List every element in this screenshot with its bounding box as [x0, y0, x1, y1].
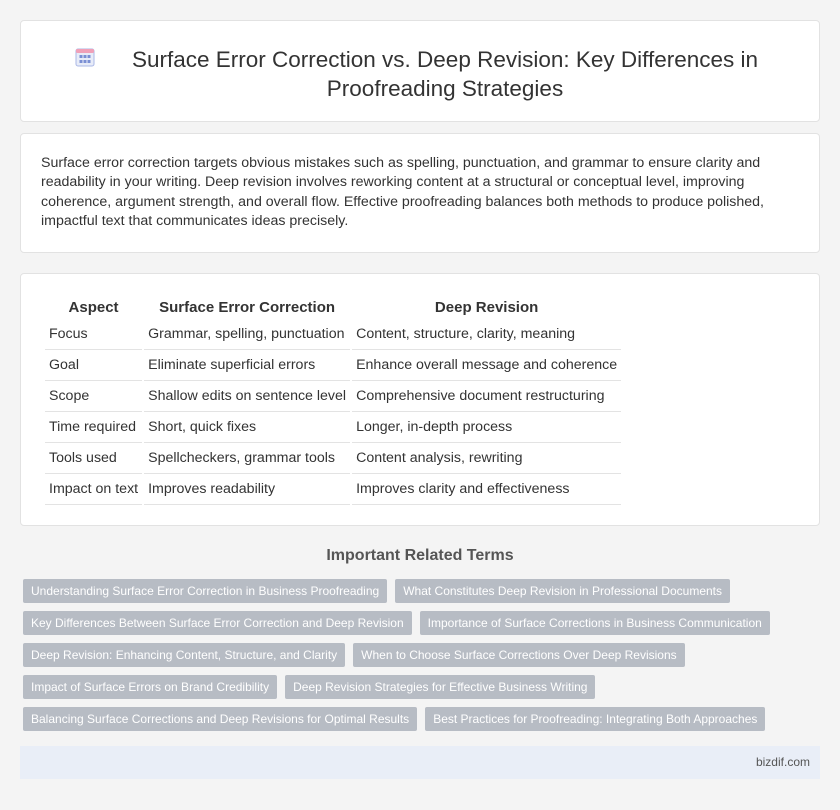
related-term-link[interactable]: Importance of Surface Corrections in Business Communication [420, 611, 770, 635]
related-term-link[interactable]: Deep Revision Strategies for Effective Business Writing [285, 675, 595, 699]
footer-brand-link[interactable]: bizdif.com [755, 755, 810, 769]
intro-paragraph: Surface error correction targets obvious mistakes such as spelling, punctuation, and grammar to ensure clarity and readability in your writing. Deep revision involves reworking content at a structural or conceptual level, improving coherence, argument strength, and overall flow. Effective proofreading balances both methods to produce polished, impactful text that communicates ideas precisely. [41, 155, 764, 229]
related-term-link[interactable]: Key Differences Between Surface Error Correction and Deep Revision [23, 611, 412, 635]
footer-bar [20, 746, 820, 779]
column-header-deep: Deep Revision [434, 298, 539, 316]
related-terms-heading: Important Related Terms [326, 547, 514, 564]
related-term-link[interactable]: When to Choose Surface Corrections Over Deep Revisions [353, 643, 684, 667]
table-cell: Eliminate superficial errors [144, 350, 350, 381]
table-row [45, 474, 621, 505]
table-cell: Focus [45, 319, 142, 350]
table-cell: Time required [45, 412, 142, 443]
table-cell: Content, structure, clarity, meaning [352, 319, 621, 350]
comparison-card [20, 273, 820, 526]
table-cell: Shallow edits on sentence level [144, 381, 350, 412]
related-terms-list [23, 579, 813, 731]
table-row [45, 350, 621, 381]
comparison-table [43, 295, 623, 505]
table-cell: Impact on text [45, 474, 142, 505]
table-row [45, 443, 621, 474]
intro-card [20, 133, 820, 253]
page-title: Surface Error Correction vs. Deep Revision: Key Differences in Proofreading Strategies [131, 47, 759, 101]
table-cell: Spellcheckers, grammar tools [144, 443, 350, 474]
related-term-link[interactable]: Deep Revision: Enhancing Content, Structure, and Clarity [23, 643, 345, 667]
table-cell: Improves readability [144, 474, 350, 505]
table-cell: Tools used [45, 443, 142, 474]
table-row [45, 412, 621, 443]
table-cell: Short, quick fixes [144, 412, 350, 443]
table-row [45, 381, 621, 412]
table-cell: Goal [45, 350, 142, 381]
table-cell: Improves clarity and effectiveness [352, 474, 621, 505]
table-row [45, 319, 621, 350]
table-header-row [45, 295, 621, 319]
related-term-link[interactable]: What Constitutes Deep Revision in Professional Documents [395, 579, 730, 603]
table-cell: Grammar, spelling, punctuation [144, 319, 350, 350]
column-header-aspect: Aspect [68, 298, 119, 316]
table-cell: Comprehensive document restructuring [352, 381, 621, 412]
table-cell: Enhance overall message and coherence [352, 350, 621, 381]
table-cell: Scope [45, 381, 142, 412]
table-cell: Content analysis, rewriting [352, 443, 621, 474]
related-term-link[interactable]: Balancing Surface Corrections and Deep Revisions for Optimal Results [23, 707, 417, 731]
table-cell: Longer, in-depth process [352, 412, 621, 443]
column-header-surface: Surface Error Correction [159, 298, 336, 316]
title-card [20, 20, 820, 122]
related-term-link[interactable]: Understanding Surface Error Correction in Business Proofreading [23, 579, 387, 603]
related-term-link[interactable]: Best Practices for Proofreading: Integrating Both Approaches [425, 707, 765, 731]
related-term-link[interactable]: Impact of Surface Errors on Brand Credibility [23, 675, 277, 699]
